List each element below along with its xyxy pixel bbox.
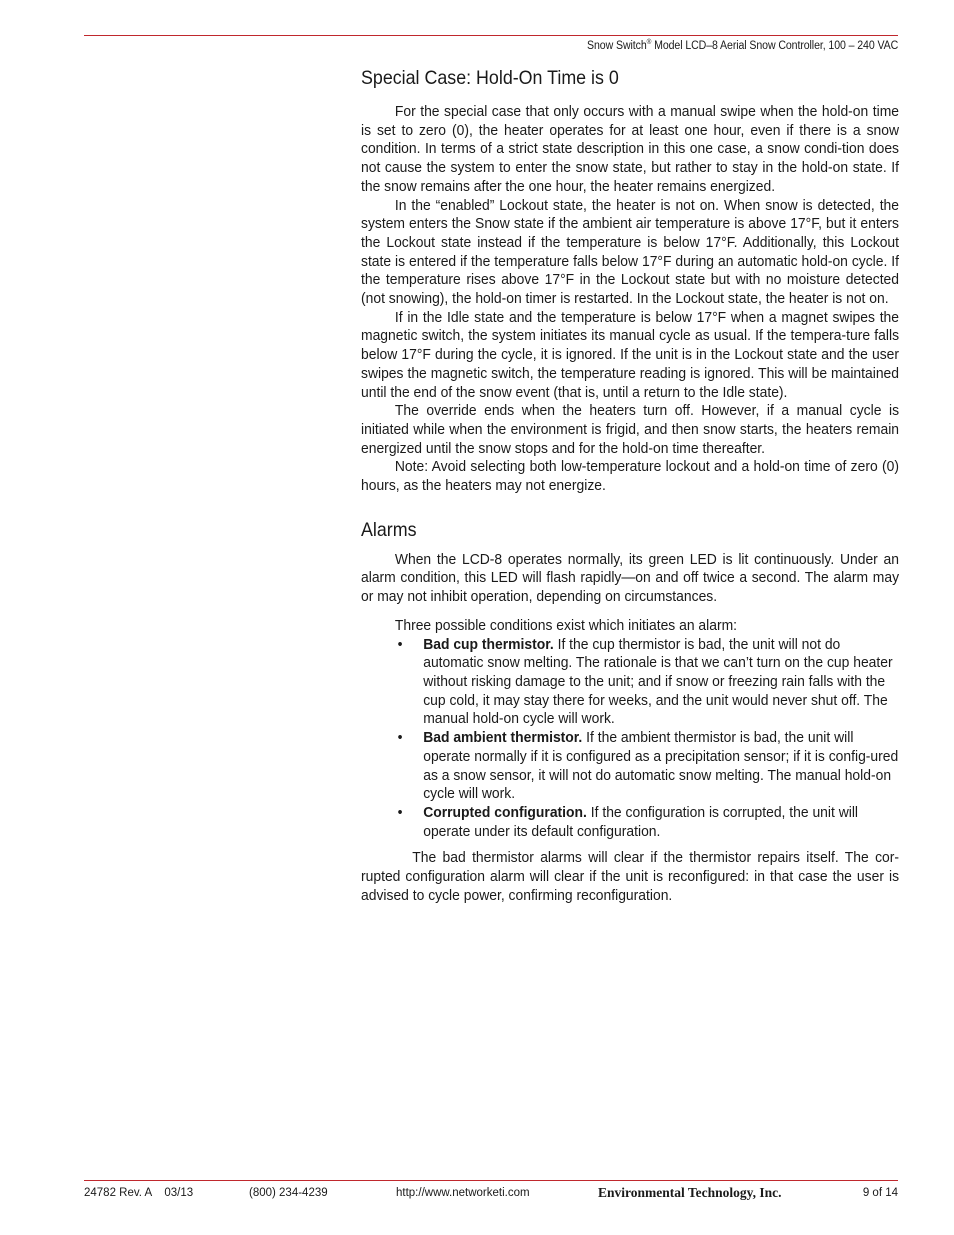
running-head-product: Snow Switch	[586, 40, 647, 52]
footer-phone: (800) 234-4239	[249, 1187, 328, 1199]
bullet: •	[397, 729, 403, 747]
running-head	[587, 40, 898, 52]
alarm-term: Corrupted configuration.	[423, 803, 587, 821]
header-rule	[84, 35, 898, 36]
list-item	[395, 804, 899, 841]
paragraph: The override ends when the heaters turn off. However, if a manual cycle is initiated while when the environment is frigid, and then snow starts, the heaters remain energized until the snow stops and for the hold-on time thereafter.	[361, 402, 900, 457]
paragraph: In the “enabled” Lockout state, the heater is not on. When snow is detected, the system enters the Snow state if the ambient air temperature is above 17°F, but it enters the Lockout state instead if the temperature is below 17°F. Additionally, this Lockout state is entered if the temperature falls below 17°F during an automatic hold-on cycle. If the temperature rises above 17°F in the Lockout state but with no moisture detected (not snowing), the hold-on timer is restarted. In the Lockout state, the heater is not on.	[361, 196, 900, 308]
alarms-intro: When the LCD-8 operates normally, its green LED is lit continuously. Under an alarm condition, this LED will flash rapidly—on and off twice a second. The alarm may or may not inhibit operation, depending on circumstances.	[361, 550, 900, 606]
alarm-term: Bad ambient thermistor.	[423, 729, 583, 747]
main-content	[361, 66, 899, 905]
bullet: •	[397, 803, 403, 821]
list-item	[395, 729, 899, 804]
alarm-description: If the ambient thermistor is bad, the unit will operate normally if it is configured as a precipitation sensor; if it is config-ured as a snow sensor, it will not do automatic snow melting. The manual hold-on cycle will work.	[423, 729, 899, 803]
alarm-description: If the configuration is corrupted, the unit will operate under its default configuration.	[423, 803, 859, 840]
alarm-term: Bad cup thermistor.	[423, 635, 554, 653]
alarms-closing: The bad thermistor alarms will clear if the thermistor repairs itself. The cor-rupted configuration alarm will clear if the unit is reconfigured: in that case the user is advised to cycle power, confirming reconfiguration.	[361, 849, 900, 904]
section-title-special-case: Special Case: Hold-On Time is 0	[361, 67, 619, 89]
paragraph: If in the Idle state and the temperature is below 17°F when a magnet swipes the magnetic switch, the system initiates its manual cycle as usual. If the tempera-ture falls below 17°F during the cycle, it is ignored. If the unit is in the Lockout state and the user swipes the magnetic switch, the temperature reading is ignored. This will be maintained until the end of the snow event (that is, until a return to the Idle state).	[361, 308, 900, 401]
bullet: •	[397, 635, 403, 653]
running-head-title: Model LCD–8 Aerial Snow Controller, 100 – 240 VAC	[651, 40, 898, 52]
alarm-description: If the cup thermistor is bad, the unit will not do automatic snow melting. The rationale is that we can’t turn on the cup heater without risking damage to the unit; and if snow or freezing rain falls with the cup cold, it may stay there for weeks, and the unit would never shut off. The manual hold-on cycle will work.	[423, 635, 893, 728]
footer-company: Environmental Technology, Inc.	[598, 1185, 782, 1200]
footer-doc-number: 24782 Rev. A 03/13	[84, 1187, 194, 1199]
alarm-conditions-list	[361, 636, 899, 842]
list-item	[395, 636, 899, 730]
section-title-alarms: Alarms	[361, 518, 417, 541]
footer-page-number: 9 of 14	[862, 1187, 898, 1199]
registered-mark: ®	[646, 39, 652, 47]
alarms-list-intro: Three possible conditions exist which initiates an alarm:	[394, 616, 738, 634]
content-column	[361, 66, 899, 905]
paragraph: For the special case that only occurs with a manual swipe when the hold-on time is set to zero (0), the heater operates for at least one hour, even if there is a snow condition. In terms of a strict state description in this one case, a snow condi-tion does not cause the system to enter the snow state, but rather to stay in the hold-on state. If the snow remains after the one hour, the heater remains energized.	[361, 103, 900, 195]
paragraph: Note: Avoid selecting both low-temperature lockout and a hold-on time of zero (0) hours, as the heaters may not energize.	[361, 458, 900, 495]
footer-url[interactable]: http://www.networketi.com	[396, 1187, 530, 1199]
footer-rule	[84, 1180, 898, 1181]
